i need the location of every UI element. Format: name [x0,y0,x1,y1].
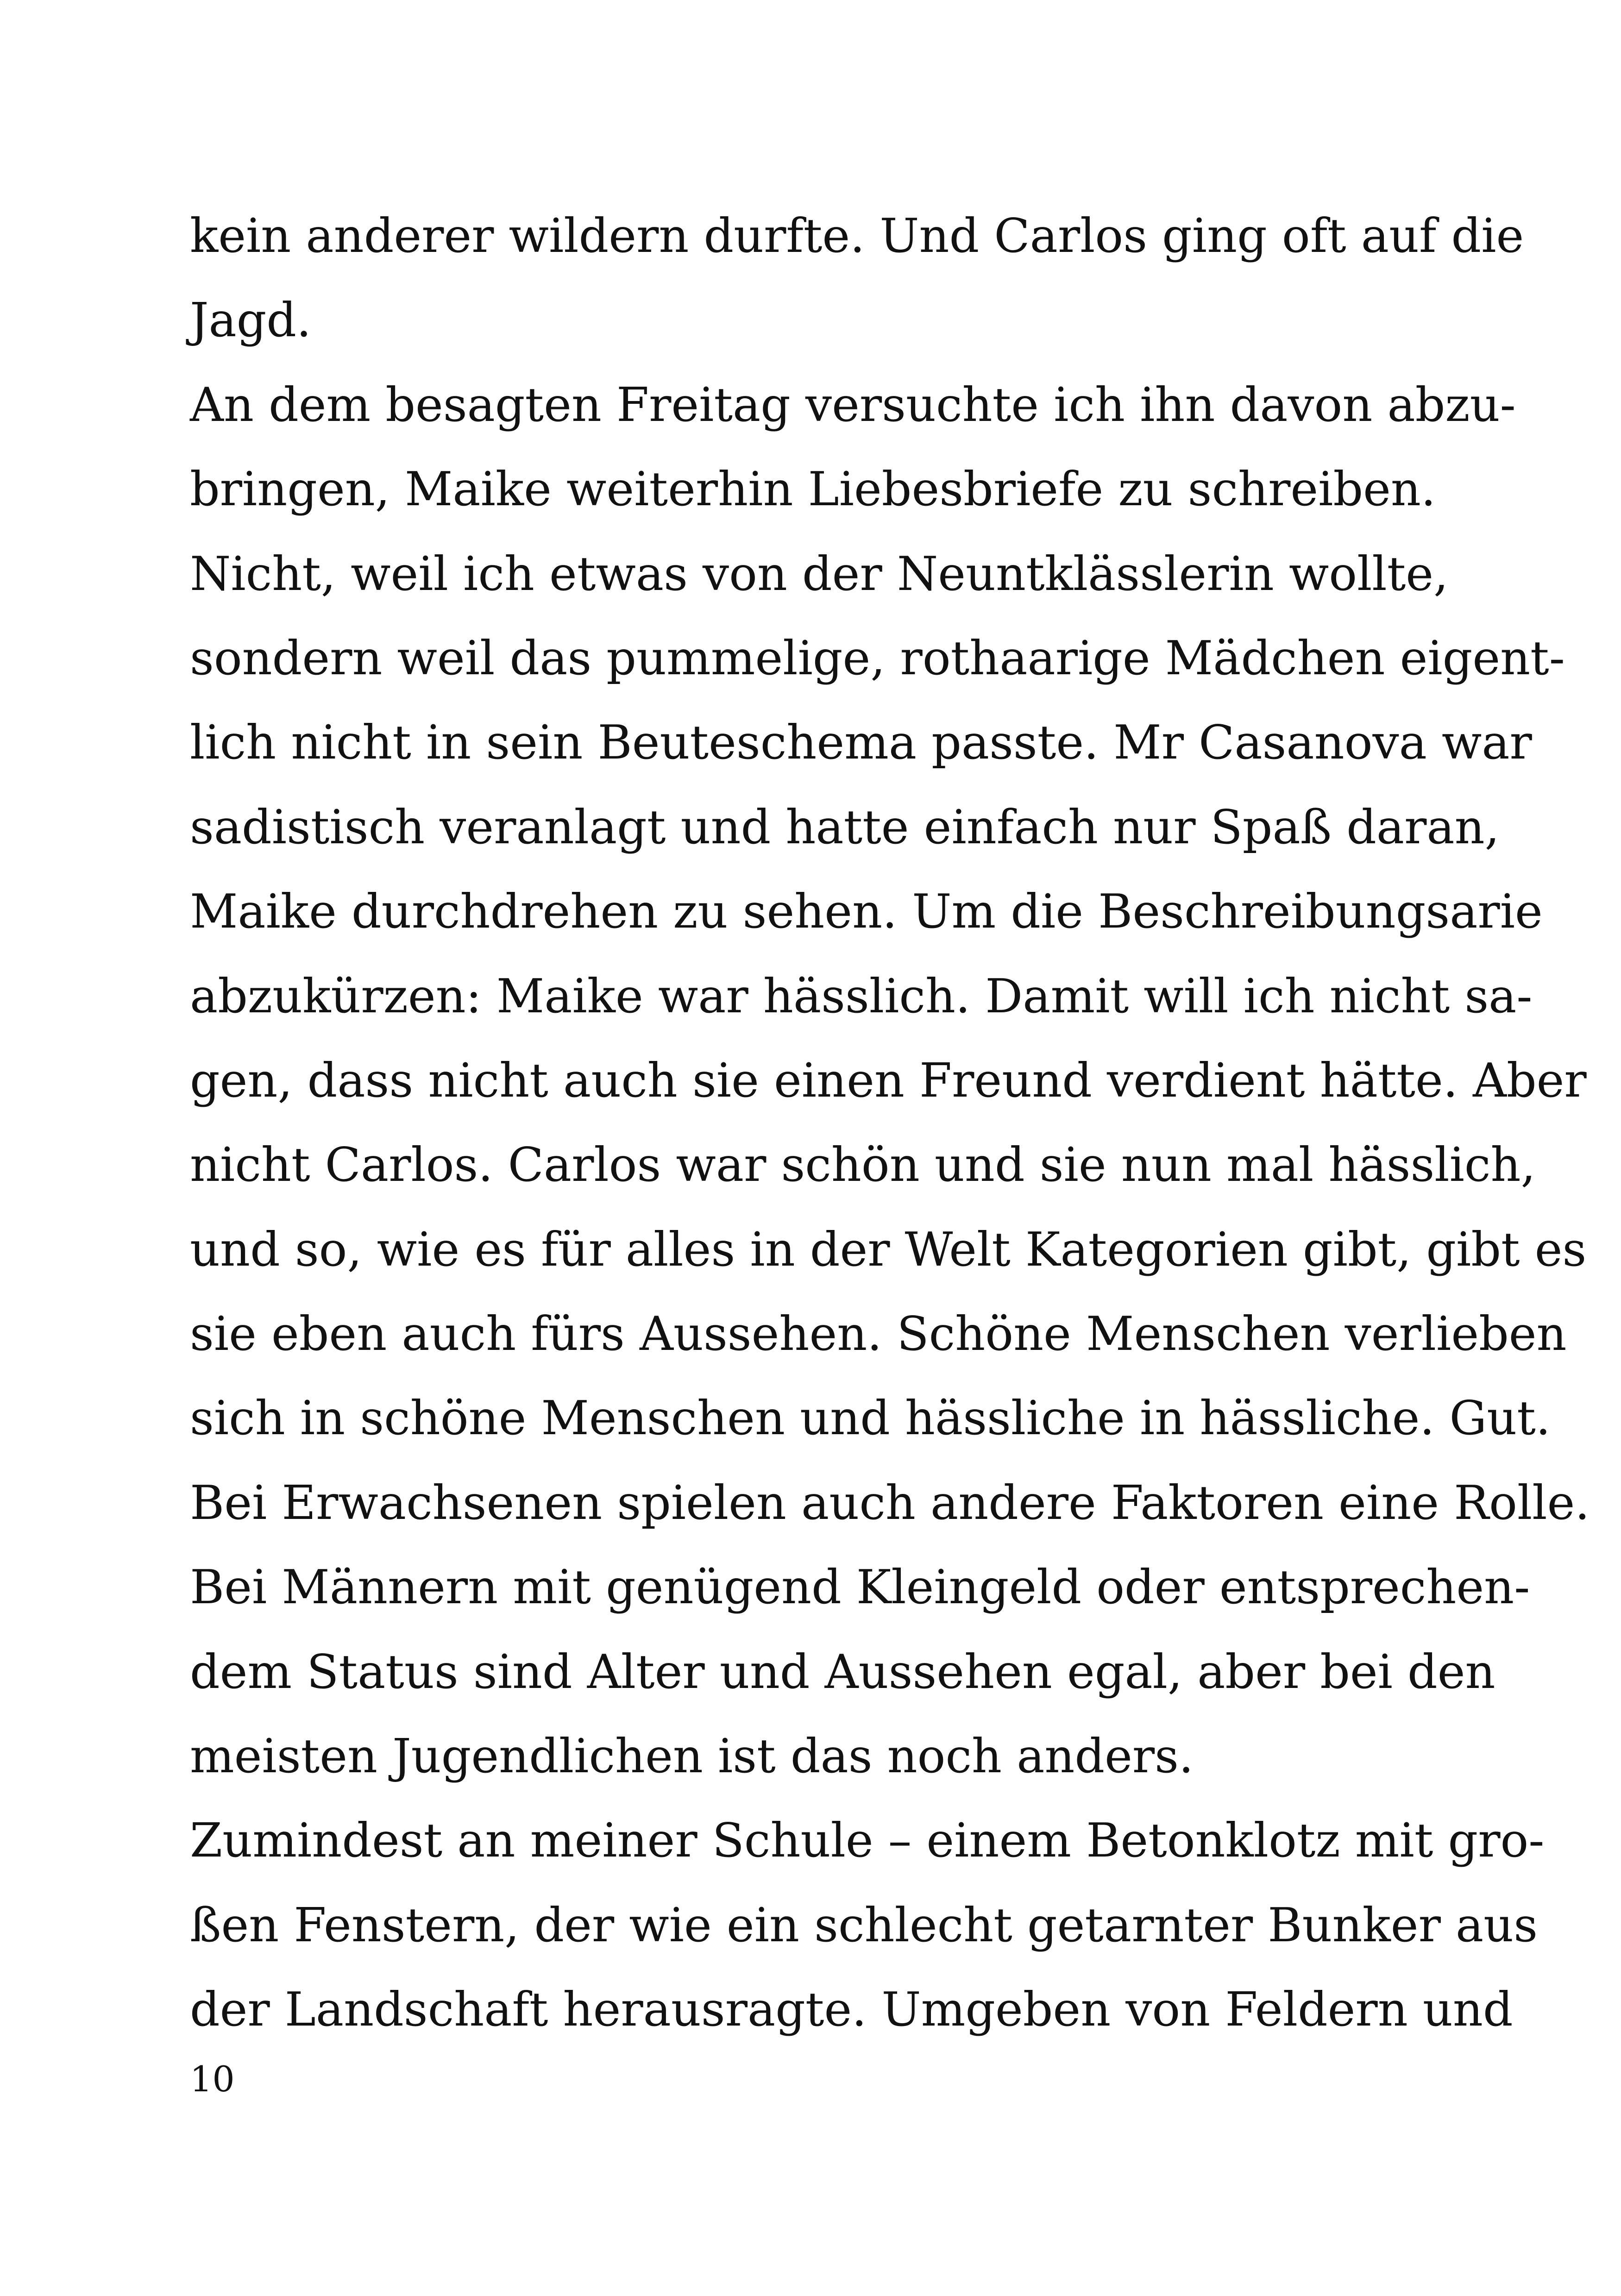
text-line: nicht Carlos. Carlos war schön und sie nun mal hässlich, [190,1137,1536,1192]
page-number: 10 [190,2058,235,2100]
body-text [190,194,1590,2052]
text-line: Nicht, weil ich etwas von der Neuntklässlerin wollte, [190,546,1449,601]
text-line: Bei Erwachsenen spielen auch andere Faktoren eine Rolle. [190,1475,1590,1530]
text-line: ßen Fenstern, der wie ein schlecht getarnter Bunker aus [190,1897,1538,1952]
text-line: Jagd. [190,293,312,348]
text-line: Maike durchdrehen zu sehen. Um die Beschreibungsarie [190,884,1543,939]
text-line: meisten Jugendlichen ist das noch anders. [190,1729,1194,1784]
text-line: lich nicht in sein Beuteschema passte. Mr Casanova war [190,715,1532,770]
text-line: und so, wie es für alles in der Welt Kategorien gibt, gibt es [190,1222,1587,1277]
text-line: sondern weil das pummelige, rothaarige Mädchen eigent- [190,630,1565,685]
text-line: kein anderer wildern durfte. Und Carlos ging oft auf die [190,208,1524,263]
text-line: gen, dass nicht auch sie einen Freund verdient hätte. Aber [190,1053,1587,1108]
text-line: der Landschaft herausragte. Umgeben von Feldern und [190,1982,1513,2037]
text-line: An dem besagten Freitag versuchte ich ihn davon abzu- [190,377,1516,432]
text-line: sadistisch veranlagt und hatte einfach nur Spaß daran, [190,799,1500,854]
text-line: sich in schöne Menschen und hässliche in hässliche. Gut. [190,1391,1551,1446]
text-line: dem Status sind Alter und Aussehen egal, aber bei den [190,1644,1495,1699]
text-line: bringen, Maike weiterhin Liebesbriefe zu schreiben. [190,462,1436,517]
text-line: abzukürzen: Maike war hässlich. Damit will ich nicht sa- [190,968,1533,1023]
text-line: sie eben auch fürs Aussehen. Schöne Menschen verlieben [190,1306,1567,1361]
text-line: Zumindest an meiner Schule – einem Betonklotz mit gro- [190,1813,1545,1868]
text-line: Bei Männern mit genügend Kleingeld oder entsprechen- [190,1560,1530,1615]
